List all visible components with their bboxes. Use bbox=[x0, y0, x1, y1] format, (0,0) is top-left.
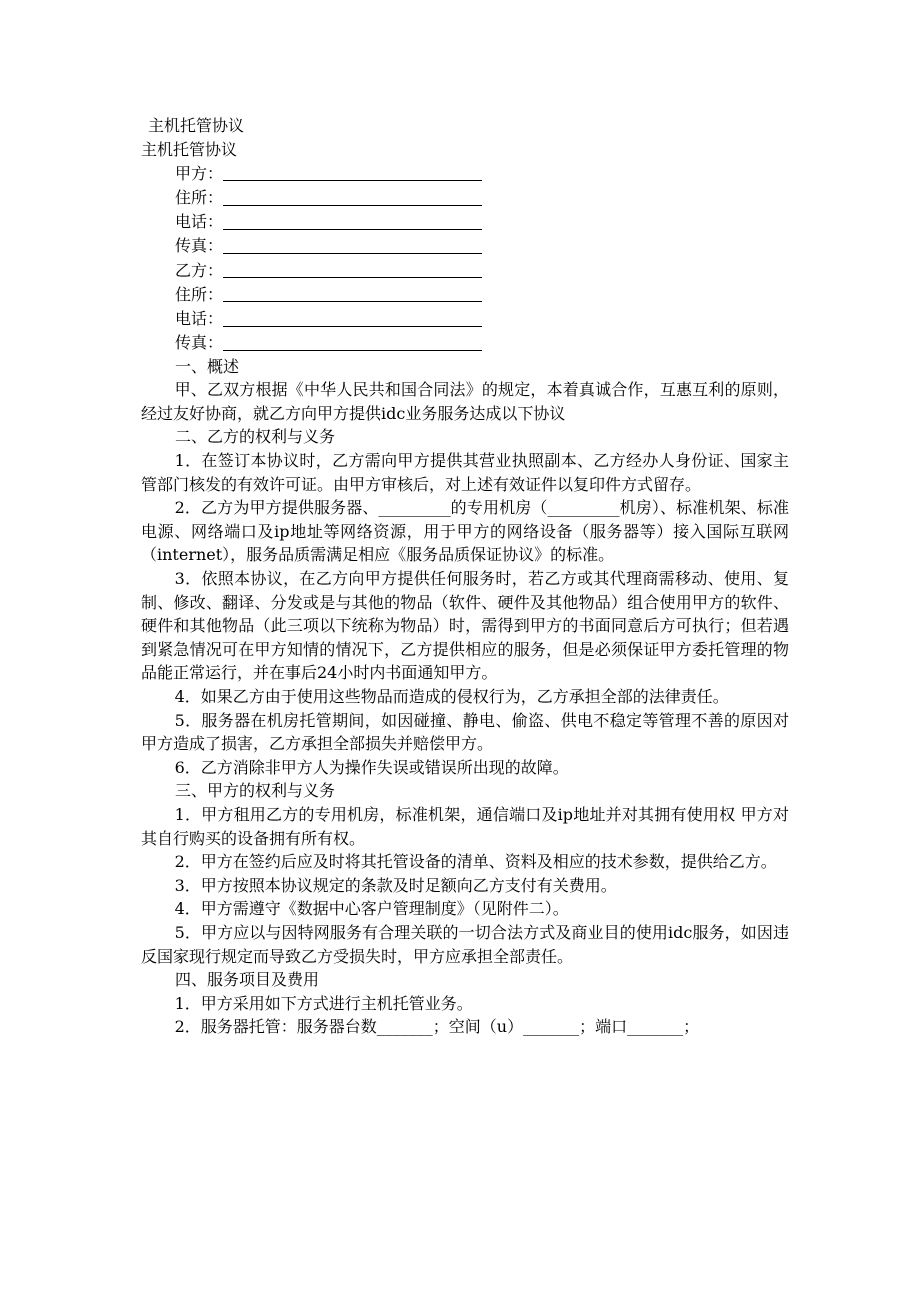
field-label: 甲方： bbox=[175, 163, 224, 183]
paragraph: 6．乙方消除非甲方人为操作失误或错误所出现的故障。 bbox=[174, 757, 569, 777]
document-body bbox=[141, 355, 789, 1039]
field-label: 传真： bbox=[175, 236, 224, 256]
blank-line bbox=[223, 237, 482, 254]
section-heading-party-a-rights: 三、甲方的权利与义务 bbox=[175, 781, 336, 801]
document-subtitle: 主机托管协议 bbox=[141, 139, 238, 159]
blank-line bbox=[223, 285, 482, 302]
paragraph: 5．服务器在机房托管期间，如因碰撞、静电、偷盗、供电不稳定等管理不善的原因对甲方造成了损害，乙方承担全部损失并赔偿甲方。 bbox=[141, 710, 789, 754]
paragraph: 5．甲方应以与因特网服务有合理关联的一切合法方式及商业目的使用idc服务，如因违反国家现行规定而导致乙方受损失时，甲方应承担全部责任。 bbox=[141, 922, 789, 966]
blank-line bbox=[223, 310, 482, 327]
field-label: 住所： bbox=[175, 284, 224, 304]
section-heading-party-b-rights: 二、乙方的权利与义务 bbox=[175, 427, 336, 447]
paragraph: 4．甲方需遵守《数据中心客户管理制度》（见附件二）。 bbox=[174, 899, 569, 919]
field-label: 住所： bbox=[175, 187, 224, 207]
section-heading-services-fees: 四、服务项目及费用 bbox=[175, 970, 320, 990]
field-label: 传真： bbox=[175, 333, 224, 353]
paragraph: 甲、乙双方根据《中华人民共和国合同法》的规定，本着真诚合作，互惠互利的原则，经过友好协商，就乙方向甲方提供idc业务服务达成以下协议 bbox=[141, 380, 789, 423]
paragraph: 1．甲方采用如下方式进行主机托管业务。 bbox=[174, 993, 473, 1013]
blank-line bbox=[223, 213, 482, 230]
paragraph: 2．乙方为甲方提供服务器、_________的专用机房（_________机房）、标准机架、标准电源、网络端口及ip地址等网络资源，用于甲方的网络设备（服务器等）接入国际互联网（internet），服务品质需满足相应《服务品质保证协议》的标准。 bbox=[141, 498, 789, 565]
party-a-phone-field bbox=[141, 210, 789, 234]
paragraph: 1．在签订本协议时，乙方需向甲方提供其营业执照副本、乙方经办人身份证、国家主管部门核发的有效许可证。由甲方审核后，对上述有效证件以复印件方式留存。 bbox=[141, 451, 789, 494]
party-b-address-field bbox=[141, 282, 789, 306]
field-label: 电话： bbox=[175, 212, 224, 232]
blank-line bbox=[223, 164, 482, 181]
party-b-phone-field bbox=[141, 306, 789, 330]
paragraph: 2．甲方在签约后应及时将其托管设备的清单、资料及相应的技术参数，提供给乙方。 bbox=[174, 852, 777, 872]
paragraph: 1．甲方租用乙方的专用机房，标准机架，通信端口及ip地址并对其拥有使用权 甲方对其自行购买的设备拥有所有权。 bbox=[141, 804, 789, 848]
blank-line bbox=[223, 334, 482, 351]
party-b-name-field bbox=[141, 258, 789, 282]
party-b-fax-field bbox=[141, 331, 789, 355]
field-label: 电话： bbox=[175, 308, 224, 328]
blank-line bbox=[223, 261, 482, 278]
party-a-name-field bbox=[141, 161, 789, 185]
party-a-address-field bbox=[141, 185, 789, 209]
paragraph: 4．如果乙方由于使用这些物品而造成的侵权行为，乙方承担全部的法律责任。 bbox=[174, 687, 729, 706]
party-fields bbox=[141, 161, 789, 355]
document-title: 主机托管协议 bbox=[148, 116, 245, 135]
party-a-fax-field bbox=[141, 234, 789, 258]
document-page bbox=[141, 114, 789, 1039]
paragraph: 2．服务器托管：服务器台数_______；空间（u）_______；端口_______； bbox=[174, 1017, 700, 1037]
section-heading-overview: 一、概述 bbox=[175, 356, 240, 376]
paragraph: 3．依照本协议，在乙方向甲方提供任何服务时，若乙方或其代理商需移动、使用、复制、修改、翻译、分发或是与其他的物品（软件、硬件及其他物品）组合使用甲方的软件、硬件和其他物品（此三项以下统称为物品）时，需得到甲方的书面同意后方可执行；但若遇到紧急情况可在甲方知情的情况下，乙方提供相应的服务，但是必须保证甲方委托管理的物品能正常运行，并在事后24小时内书面通知甲方。 bbox=[141, 569, 789, 683]
field-label: 乙方： bbox=[175, 260, 224, 280]
paragraph: 3．甲方按照本协议规定的条款及时足额向乙方支付有关费用。 bbox=[174, 875, 617, 895]
blank-line bbox=[223, 189, 482, 206]
